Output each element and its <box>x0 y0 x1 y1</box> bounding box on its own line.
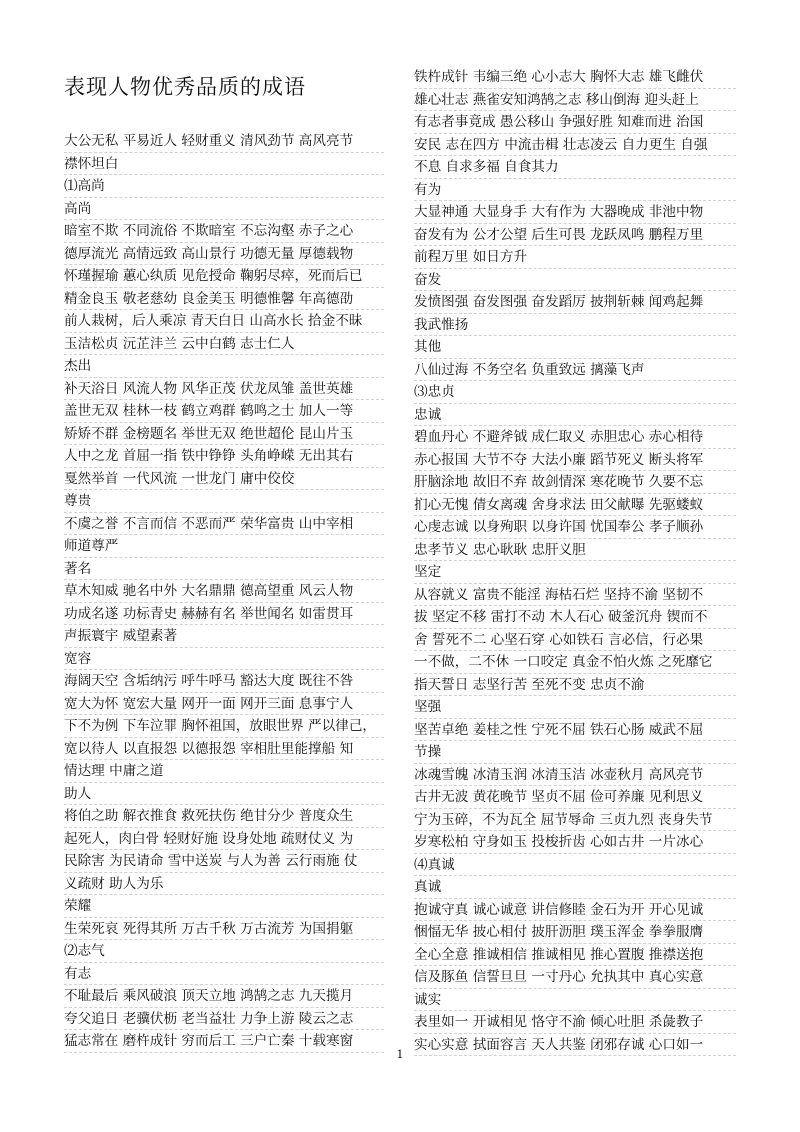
text-line: 民除害 为民请命 雪中送炭 与人为善 云行雨施 仗 <box>64 850 384 873</box>
text-line: 起死人，肉白骨 轻财好施 设身处地 疏财仗义 为 <box>64 828 384 851</box>
text-line: 忠孝节义 忠心耿耿 忠肝义胆 <box>414 539 736 562</box>
text-line: 功成名遂 功标青史 赫赫有名 举世闻名 如雷贯耳 <box>64 603 384 626</box>
text-line: 助人 <box>64 783 384 806</box>
text-line: 矫矫不群 金榜题名 举世无双 绝世超伦 昆山片玉 <box>64 423 384 446</box>
text-line: 不虞之誉 不言而信 不恶而严 荣华富贵 山中宰相 <box>64 513 384 536</box>
text-line: 生荣死哀 死得其所 万古千秋 万古流芳 为国捐躯 <box>64 918 384 941</box>
text-line: 八仙过海 不务空名 负重致远 摛藻飞声 <box>414 359 736 382</box>
text-line: 情达理 中庸之道 <box>64 760 384 783</box>
text-line: ⑵志气 <box>64 940 384 963</box>
text-line: 荣耀 <box>64 895 384 918</box>
text-line: 其他 <box>414 336 736 359</box>
text-line: 信及豚鱼 信誓旦旦 一寸丹心 允执其中 真心实意 <box>414 966 736 989</box>
text-line: 碧血丹心 不避斧钺 成仁取义 赤胆忠心 赤心相待 <box>414 426 736 449</box>
text-line: 声振寰宇 威望素著 <box>64 625 384 648</box>
text-line: 赤心报国 大节不夺 大法小廉 蹈节死义 断头将军 <box>414 449 736 472</box>
text-line: 岁寒松柏 守身如玉 投梭折齿 心如古井 一片冰心 <box>414 831 736 854</box>
text-line: 德厚流光 高情远致 高山景行 功德无量 厚德载物 <box>64 243 384 266</box>
page-number: 1 <box>396 1048 404 1061</box>
text-line: 扪心无愧 倩女离魂 舍身求法 田父献曝 先驱蝼蚁 <box>414 494 736 517</box>
text-line: 宁为玉碎，不为瓦全 屈节辱命 三贞九烈 丧身失节 <box>414 809 736 832</box>
text-line: 有志者事竟成 愚公移山 争强好胜 知难而进 治国 <box>414 111 736 134</box>
text-line: 拔 坚定不移 雷打不动 木人石心 破釜沉舟 锲而不 <box>414 606 736 629</box>
text-line: 一不做，二不休 一口咬定 真金不怕火炼 之死靡它 <box>414 651 736 674</box>
text-line: 坚定 <box>414 561 736 584</box>
text-line: 抱诚守真 诚心诚意 讲信修睦 金石为开 开心见诚 <box>414 899 736 922</box>
text-line: 坚强 <box>414 696 736 719</box>
text-line: 不息 自求多福 自食其力 <box>414 156 736 179</box>
text-line: 发愤图强 奋发图强 奋发蹈厉 披荆斩棘 闻鸡起舞 <box>414 291 736 314</box>
text-line: 铁杵成针 韦编三绝 心小志大 胸怀大志 雄飞雌伏 <box>414 66 736 89</box>
text-line: 草木知威 驰名中外 大名鼎鼎 德高望重 风云人物 <box>64 580 384 603</box>
text-line: ⑷真诚 <box>414 854 736 877</box>
text-line: 大公无私 平易近人 轻财重义 清风劲节 高风亮节 <box>64 130 384 153</box>
text-line: 宽容 <box>64 648 384 671</box>
text-line: 有志 <box>64 963 384 986</box>
text-line: ⑴高尚 <box>64 175 384 198</box>
text-line: 夸父追日 老骥伏枥 老当益壮 力争上游 陵云之志 <box>64 1008 384 1031</box>
text-line: 前人栽树，后人乘凉 青天白日 山高水长 拾金不昧 <box>64 310 384 333</box>
text-line: 怀瑾握瑜 蕙心纨质 见危授命 鞠躬尽瘁，死而后已 <box>64 265 384 288</box>
text-line: 著名 <box>64 558 384 581</box>
text-line: 师道尊严 <box>64 535 384 558</box>
text-line: 尊贵 <box>64 490 384 513</box>
text-line: 不耻最后 乘风破浪 顶天立地 鸿鹄之志 九天揽月 <box>64 985 384 1008</box>
text-line: 实心实意 拭面容言 天人共鉴 闭邪存诚 心口如一 <box>414 1034 736 1057</box>
text-line: 坚苦卓绝 姜桂之性 宁死不屈 铁石心肠 威武不屈 <box>414 719 736 742</box>
text-line: 我武惟扬 <box>414 314 736 337</box>
text-line: 玉洁松贞 沅芷沣兰 云中白鹤 志士仁人 <box>64 333 384 356</box>
text-line: 古井无波 黄花晚节 坚贞不屈 俭可养廉 见利思义 <box>414 786 736 809</box>
text-line: 宽以待人 以直报怨 以德报怨 宰相肚里能撑船 知 <box>64 738 384 761</box>
text-line: 前程万里 如日方升 <box>414 246 736 269</box>
text-line: 安民 志在四方 中流击楫 壮志凌云 自力更生 自强 <box>414 134 736 157</box>
text-line: 宽大为怀 宽宏大量 网开一面 网开三面 息事宁人 <box>64 693 384 716</box>
text-line: 全心全意 推诚相信 推诚相见 推心置腹 推襟送抱 <box>414 944 736 967</box>
text-line: 高尚 <box>64 198 384 221</box>
text-line: 雄心壮志 燕雀安知鸿鹄之志 移山倒海 迎头赶上 <box>414 89 736 112</box>
text-line: 义疏财 助人为乐 <box>64 873 384 896</box>
text-line: 盖世无双 桂林一枝 鹤立鸡群 鹤鸣之士 加人一等 <box>64 400 384 423</box>
text-line: ⑶忠贞 <box>414 381 736 404</box>
text-line: 指天誓日 志坚行苦 至死不变 忠贞不渝 <box>414 674 736 697</box>
text-line: 将伯之助 解衣推食 救死扶伤 绝甘分少 普度众生 <box>64 805 384 828</box>
text-line: 舍 誓死不二 心坚石穿 心如铁石 言必信，行必果 <box>414 629 736 652</box>
text-line: 精金良玉 敬老慈幼 良金美玉 明德惟馨 年高德劭 <box>64 288 384 311</box>
text-line: 有为 <box>414 179 736 202</box>
text-line: 忠诚 <box>414 404 736 427</box>
text-line: 奋发有为 公才公望 后生可畏 龙跃凤鸣 鹏程万里 <box>414 224 736 247</box>
text-line: 暗室不欺 不同流俗 不欺暗室 不忘沟壑 赤子之心 <box>64 220 384 243</box>
left-column <box>64 64 384 1053</box>
text-line: 诚实 <box>414 989 736 1012</box>
text-line: 大显神通 大显身手 大有作为 大器晚成 非池中物 <box>414 201 736 224</box>
text-line: 杰出 <box>64 355 384 378</box>
text-line: 人中之龙 首屈一指 铁中铮铮 头角峥嵘 无出其右 <box>64 445 384 468</box>
text-line: 下不为例 下车泣罪 胸怀祖国，放眼世界 严以律己， <box>64 715 384 738</box>
text-line: 从容就义 富贵不能淫 海枯石烂 坚持不渝 坚韧不 <box>414 584 736 607</box>
text-line: 悃愊无华 披心相付 披肝沥胆 璞玉浑金 拳拳服膺 <box>414 921 736 944</box>
text-line: 心虔志诚 以身殉职 以身许国 忧国奉公 孝子顺孙 <box>414 516 736 539</box>
text-line: 襟怀坦白 <box>64 153 384 176</box>
page-title: 表现人物优秀品质的成语 <box>64 75 306 99</box>
right-text-block <box>414 66 736 1056</box>
text-line: 表里如一 开诚相见 恪守不渝 倾心吐胆 杀彘教子 <box>414 1011 736 1034</box>
right-column <box>414 66 736 1056</box>
text-line: 奋发 <box>414 269 736 292</box>
text-line: 猛志常在 磨杵成针 穷而后工 三户亡秦 十载寒窗 <box>64 1030 384 1053</box>
text-line: 冰魂雪魄 冰清玉润 冰清玉洁 冰壶秋月 高风亮节 <box>414 764 736 787</box>
text-line: 补天浴日 风流人物 风华正茂 伏龙凤雏 盖世英雄 <box>64 378 384 401</box>
text-line: 真诚 <box>414 876 736 899</box>
left-text-block <box>64 130 384 1053</box>
text-line: 戛然举首 一代风流 一世龙门 庸中佼佼 <box>64 468 384 491</box>
text-line: 肝脑涂地 故旧不弃 故剑情深 寒花晚节 久要不忘 <box>414 471 736 494</box>
text-line: 海阔天空 含垢纳污 呼牛呼马 豁达大度 既往不咎 <box>64 670 384 693</box>
text-line: 节操 <box>414 741 736 764</box>
